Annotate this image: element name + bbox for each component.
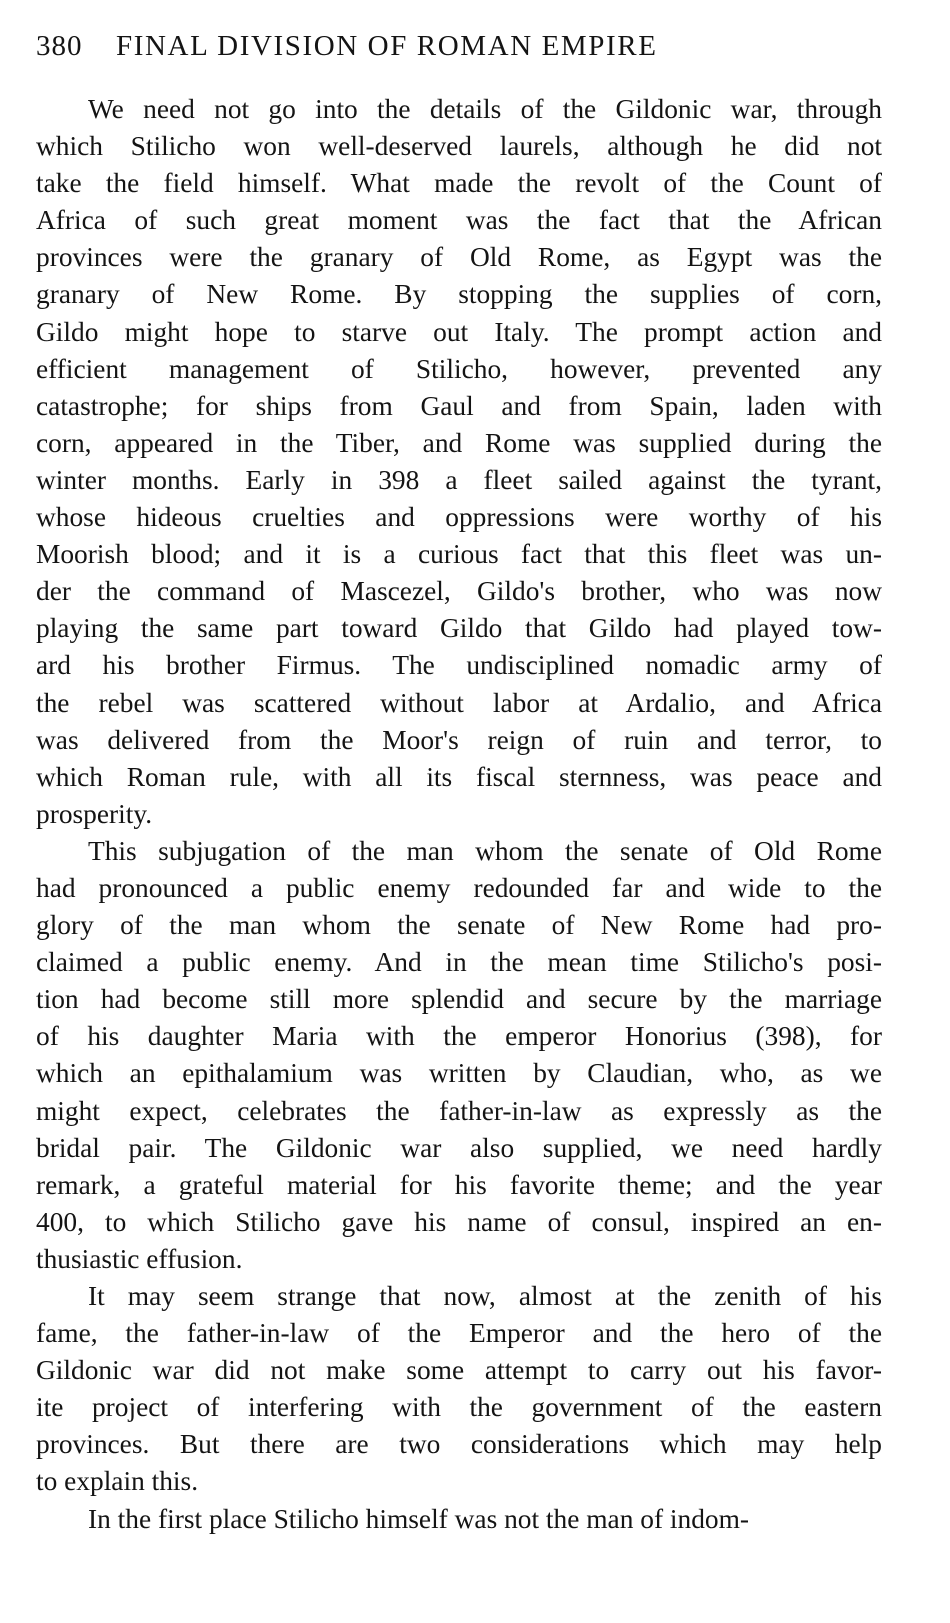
paragraph: [36, 1278, 882, 1501]
text-line: glory of the man whom the senate of New Rome had pro-: [36, 910, 882, 941]
text-line: claimed a public enemy. And in the mean time Stilicho's posi-: [36, 947, 882, 978]
text-line: take the field himself. What made the revolt of the Count of: [36, 168, 882, 199]
text-line: Moorish blood; and it is a curious fact that this fleet was un-: [36, 539, 882, 570]
text-line: efficient management of Stilicho, however, prevented any: [36, 353, 882, 384]
text-line: was delivered from the Moor's reign of ruin and terror, to: [36, 724, 882, 755]
text-line: might expect, celebrates the father-in-law as expressly as the: [36, 1095, 882, 1126]
text-line: Africa of such great moment was the fact that the African: [36, 205, 882, 236]
text-line: which Roman rule, with all its fiscal sternness, was peace and: [36, 761, 882, 792]
text-line: In the first place Stilicho himself was not the man of indom-: [88, 1503, 750, 1534]
text-line: which Stilicho won well-deserved laurels, although he did not: [36, 131, 882, 162]
text-line: This subjugation of the man whom the senate of Old Rome: [88, 835, 882, 866]
page-number: 380: [36, 30, 83, 62]
text-line: Gildo might hope to starve out Italy. The prompt action and: [36, 316, 882, 347]
text-line: prosperity.: [36, 798, 153, 829]
text-line: whose hideous cruelties and oppressions were worthy of his: [36, 502, 882, 533]
text-line: to explain this.: [36, 1466, 199, 1497]
text-line: ite project of interfering with the government of the eastern: [36, 1392, 882, 1423]
paragraph: [36, 91, 882, 833]
text-line: catastrophe; for ships from Gaul and from Spain, laden with: [36, 390, 882, 421]
text-line: We need not go into the details of the Gildonic war, through: [88, 94, 882, 124]
text-line: granary of New Rome. By stopping the supplies of corn,: [36, 279, 882, 310]
paragraph: [36, 1501, 882, 1538]
text-line: thusiastic effusion.: [36, 1243, 243, 1274]
page-body-text: [36, 91, 882, 1538]
text-line: winter months. Early in 398 a fleet sailed against the tyrant,: [36, 464, 882, 495]
text-line: provinces were the granary of Old Rome, as Egypt was the: [36, 242, 882, 273]
text-line: der the command of Mascezel, Gildo's brother, who was now: [36, 576, 882, 607]
text-line: corn, appeared in the Tiber, and Rome was supplied during the: [36, 427, 882, 458]
text-line: playing the same part toward Gildo that Gildo had played tow-: [36, 613, 882, 644]
text-line: which an epithalamium was written by Claudian, who, as we: [36, 1058, 882, 1089]
text-line: had pronounced a public enemy redounded far and wide to the: [36, 872, 882, 903]
text-line: It may seem strange that now, almost at the zenith of his: [88, 1281, 882, 1311]
text-line: bridal pair. The Gildonic war also supplied, we need hardly: [36, 1132, 882, 1163]
text-line: remark, a grateful material for his favorite theme; and the year: [36, 1169, 882, 1200]
text-line: 400, to which Stilicho gave his name of consul, inspired an en-: [36, 1206, 882, 1237]
text-line: Gildonic war did not make some attempt to carry out his favor-: [36, 1355, 882, 1386]
running-head: FINAL DIVISION OF ROMAN EMPIRE: [116, 30, 658, 62]
text-line: fame, the father-in-law of the Emperor and the hero of the: [36, 1318, 882, 1349]
page-header: [36, 30, 882, 70]
paragraph: [36, 833, 882, 1278]
text-line: ard his brother Firmus. The undisciplined nomadic army of: [36, 650, 882, 681]
text-line: provinces. But there are two considerations which may help: [36, 1429, 882, 1460]
text-line: tion had become still more splendid and secure by the marriage: [36, 984, 882, 1015]
text-line: of his daughter Maria with the emperor Honorius (398), for: [36, 1021, 882, 1052]
text-line: the rebel was scattered without labor at Ardalio, and Africa: [36, 687, 882, 718]
